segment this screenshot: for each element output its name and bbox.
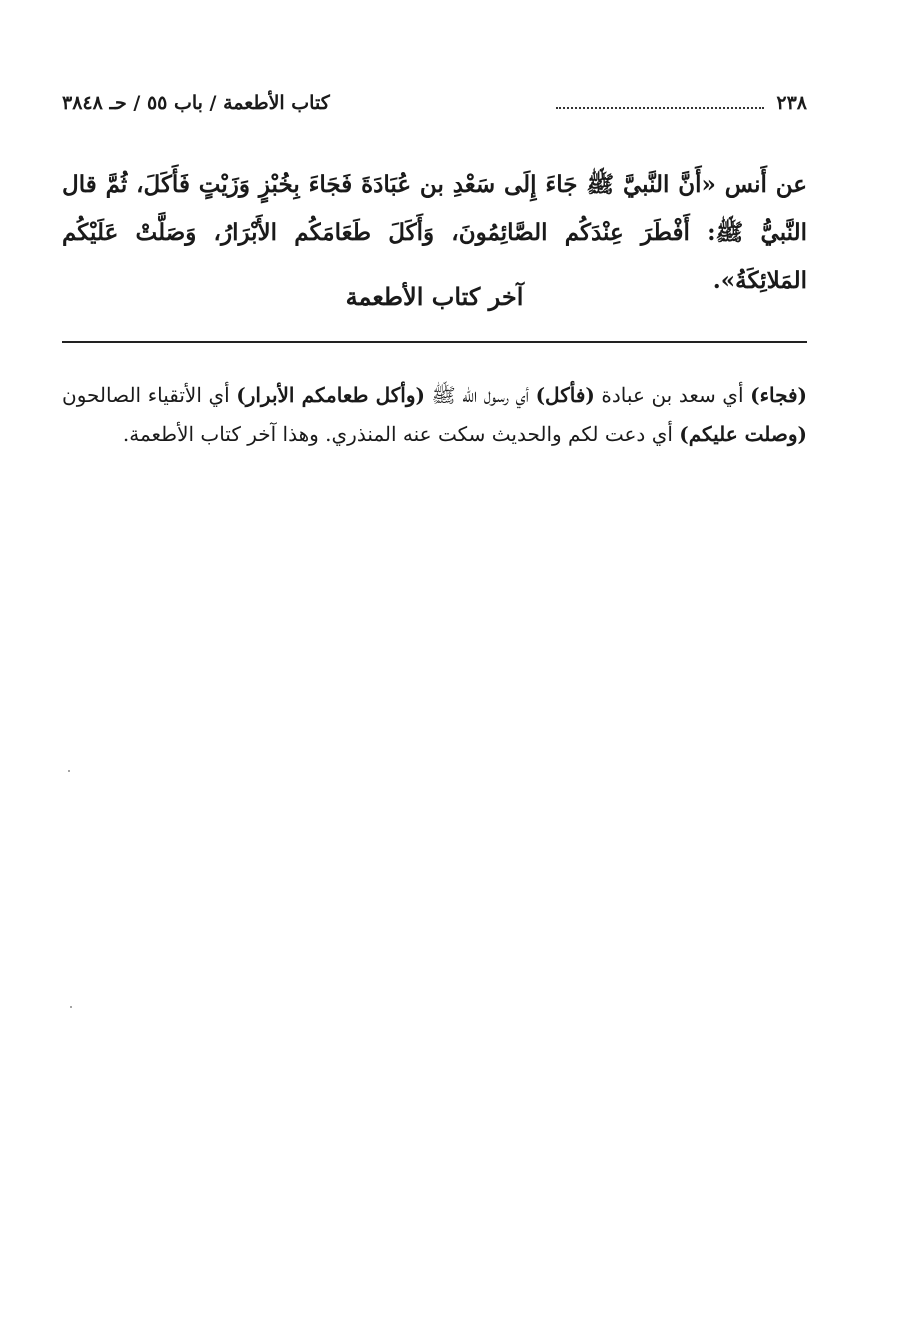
commentary-term: (فجاء) [750, 383, 808, 407]
commentary-term: (فأكل) [535, 383, 595, 407]
running-header [62, 86, 807, 120]
commentary-gloss: أي الأتقياء الصالحون [62, 383, 237, 407]
commentary-text [62, 376, 807, 454]
section-end-title: آخر كتاب الأطعمة [345, 282, 524, 311]
footnote-divider [62, 341, 807, 343]
hadith-text: عن أَنس «أَنَّ النَّبيَّ ﷺ جَاءَ إِلَى سَعْدِ بن عُبَادَةَ فَجَاءَ بِخُبْزٍ وَزَيْتٍ فَأَكَلَ، ثُمَّ قال النَّبيُّ ﷺ: أَفْطَرَ عِنْدَكُم الصَّائِمُونَ، وَأَكَلَ طَعَامَكُم الأَبْرَارُ، وَصَلَّتْ عَلَيْكُم المَلائِكَةُ». [62, 171, 807, 294]
commentary-gloss: أي رسول الله ﷺ [424, 383, 536, 407]
page-number: ٢٣٨ [776, 92, 807, 114]
commentary-gloss: أي دعت لكم والحديث سكت عنه المنذري. وهذا آخر كتاب الأطعمة. [122, 422, 680, 446]
chapter-reference: كتاب الأطعمة / باب ٥٥ / حـ ٣٨٤٨ [62, 92, 330, 114]
scan-speck [68, 770, 70, 772]
commentary-gloss: أي سعد بن عبادة [594, 383, 751, 407]
commentary-term: (وأكل طعامكم الأبرار) [236, 383, 425, 407]
scan-speck [70, 1006, 72, 1008]
header-dot-leader [556, 97, 764, 109]
commentary-term: (وصلت عليكم) [679, 422, 807, 446]
